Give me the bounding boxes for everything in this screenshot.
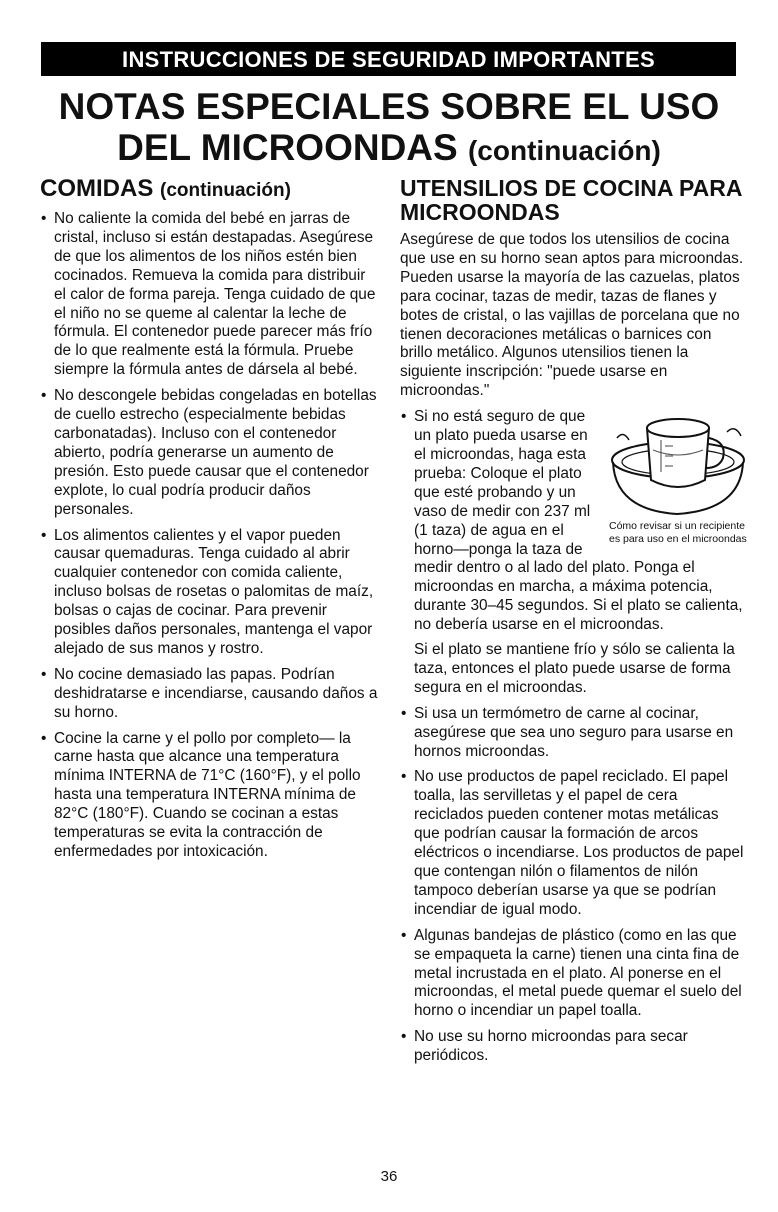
- foods-heading: [40, 176, 380, 203]
- title-line-1: NOTAS ESPECIALES SOBRE EL USO: [58, 86, 720, 127]
- microwave-test-figure: [603, 410, 753, 546]
- utensils-heading: UTENSILIOS DE COCINA PARA MICROONDAS: [400, 175, 742, 225]
- list-item: • No cocine demasiado las papas. Podrían deshidratarse e incendiarse, causando daños a su horno.: [40, 666, 380, 723]
- foods-list: [40, 210, 380, 862]
- list-item: [400, 408, 745, 698]
- list-item: • No use productos de papel reciclado. El papel toalla, las servilletas y el papel de cera reciclados pueden contener motas metálicas que podrían causar la formación de arcos eléctricos o incendiarse. Los productos de papel que contengan nilón o filamentos de nilón tampoco deberían usarse ya que se podrían incendiar de igual modo.: [400, 768, 745, 919]
- list-item: • Cocine la carne y el pollo por completo— la carne hasta que alcance una temperatura mínima INTERNA de 71°C (160°F), y el pollo hasta una temperatura INTERNA mínima de 82°C (180°F). Cuando se cocinan a estas temperaturas se evita la contracción de enfermedades por intoxicación.: [40, 730, 380, 862]
- list-item: • Si usa un termómetro de carne al cocinar, asegúrese que sea uno seguro para usarse en hornos microondas.: [400, 705, 745, 762]
- list-item: • Algunas bandejas de plástico (como en las que se empaqueta la carne) tienen una cinta fina de metal incrustada en el plato. Al ponerse en el microondas, el metal puede quemar el suelo del horno o incendiar un papel toalla.: [400, 927, 745, 1022]
- page-title: [0, 86, 778, 171]
- utensils-list: [400, 408, 745, 1066]
- dish-test-result: Si el plato se mantiene frío y sólo se calienta la taza, entonces el plato puede usarse de forma segura en el microondas.: [414, 641, 735, 696]
- figure-caption: • Cómo revisar si un recipiente es para uso en el microondas: [609, 520, 747, 546]
- page-number: 36: [380, 1168, 398, 1185]
- dish-test-text: Si no está seguro de que un plato pueda usarse en el microondas, haga esta prueba: Coloque el plato que esté probando y un vaso de medir con 237 ml (1 taza) de agua en el horno—ponga la taza de medir dentro o al lado del plato. Ponga el microondas en marcha, a máxima potencia, durante 30–45 segundos. Si el plato se calienta, no debería usarse en el microondas.: [414, 408, 743, 634]
- right-column: [400, 176, 745, 1066]
- list-item: • Los alimentos calientes y el vapor pueden causar quemaduras. Tenga cuidado al abrir cualquier contenedor con comida caliente, incluso bolsas de rosetas o palomitas de maíz, bolsas o cajas de cocinar. Para prevenir posibles daños personales, mantenga el vapor alejado de sus manos y rostro.: [40, 527, 380, 659]
- title-line-2: [0, 127, 778, 171]
- title-suffix: (continuación): [467, 135, 661, 166]
- dish-and-cup-illustration: [607, 410, 749, 518]
- foods-heading-suffix: (continuación): [160, 180, 291, 201]
- title-line-2-main: DEL MICROONDAS: [117, 127, 458, 168]
- left-column: [40, 176, 380, 862]
- list-item: • No caliente la comida del bebé en jarras de cristal, incluso si están destapadas. Asegúrese de que los alimentos de los niños estén bien cocinados. Remueva la comida para distribuir el calor de forma pareja. Tenga cuidado de que el niño no se queme al calentar la leche de fórmula. El contenedor puede parecer más frío de lo que realmente está la fórmula. Pruebe siempre la fórmula antes de dársela al bebé.: [40, 210, 380, 380]
- foods-heading-main: COMIDAS: [40, 175, 154, 202]
- list-item: • No descongele bebidas congeladas en botellas de cuello estrecho (especialmente bebidas carbonatadas). Incluso con el contenedor abierto, podría generarse un aumento de presión. Esto puede causar que el contenedor explote, lo cual podría producir daños personales.: [40, 387, 380, 519]
- section-banner: INSTRUCCIONES DE SEGURIDAD IMPORTANTES: [41, 42, 736, 76]
- utensils-intro: Asegúrese de que todos los utensilios de cocina que use en su horno sean aptos para microondas. Pueden usarse la mayoría de las cazuelas, platos para cocinar, tazas de medir, tazas de flanes y botes de cristal, o las vajillas de porcelana que no tienen decoraciones metálicas o barnices con brillo metálico. Algunos utensilios tienen la siguiente inscripción: "puede usarse en microondas.": [400, 231, 744, 400]
- list-item: • No use su horno microondas para secar periódicos.: [400, 1028, 745, 1066]
